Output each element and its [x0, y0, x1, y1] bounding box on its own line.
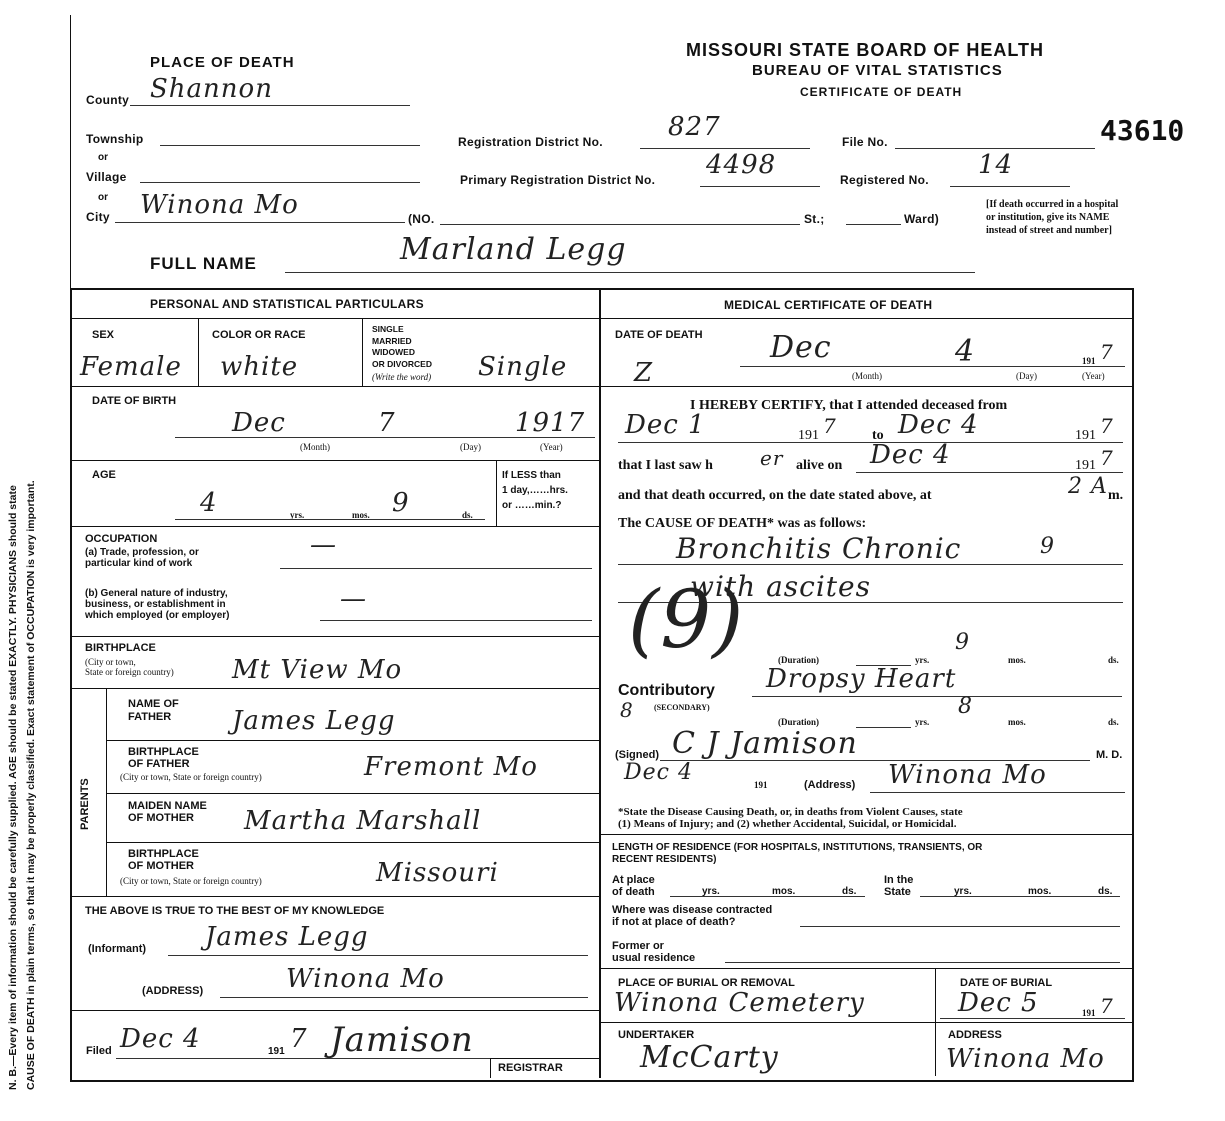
occupation-a-value: — [310, 530, 337, 560]
to-year-prefix: 191 [1075, 428, 1096, 443]
cause-code-mark: (9) [628, 573, 745, 666]
death-year-suffix: 7 [1100, 340, 1114, 364]
to-year-suffix: 7 [1100, 414, 1114, 438]
birthplace-hint: (City or town, State or foreign country) [85, 657, 174, 677]
date-of-death-label: DATE OF DEATH [615, 329, 703, 341]
file-number: 43610 [1100, 114, 1185, 147]
filed-year-suffix: 7 [290, 1024, 308, 1054]
filed-date: Dec 4 [120, 1024, 201, 1054]
age-mos-label: mos. [352, 510, 370, 520]
bureau-title: BUREAU OF VITAL STATISTICS [752, 62, 1003, 79]
to-label: to [872, 428, 884, 443]
attended-to-date: Dec 4 [898, 410, 979, 440]
dob-day: 7 [378, 408, 396, 438]
death-year-prefix: 191 [1082, 356, 1096, 366]
signed-date: Dec 4 [624, 760, 693, 785]
medical-section-title: MEDICAL CERTIFICATE OF DEATH [724, 298, 933, 312]
reg-district-value: 827 [668, 112, 721, 142]
occupation-a-label: (a) Trade, profession, or particular kind of work [85, 547, 199, 569]
village-label: Village [86, 170, 127, 184]
dob-month: Dec [232, 408, 286, 438]
informant-label: (Informant) [88, 943, 147, 955]
side-note-line2: CAUSE OF DEATH in plain terms, so that it may be properly classified. Exact statement of OCCUPATION is very important. [25, 480, 37, 1090]
signed-year-prefix: 191 [754, 780, 768, 790]
occupation-b-label: (b) General nature of industry, business, or establishment in which employed (or employer) [85, 588, 230, 621]
duration-1-yrs: yrs. [915, 655, 930, 665]
dob-year-hint: (Year) [540, 442, 563, 452]
filed-year-prefix: 191 [268, 1046, 285, 1057]
alive-on-label: alive on [796, 458, 843, 473]
top-left-border [70, 15, 71, 290]
date-of-death-mark: Z [634, 358, 654, 388]
primary-reg-label: Primary Registration District No. [460, 173, 656, 187]
mother-birthplace-hint: (City or town, State or foreign country) [120, 876, 262, 886]
cause-footnote: *State the Disease Causing Death, or, in deaths from Violent Causes, state (1) Means of Injury; and (2) whether Accidental, Suicidal, or Homicidal. [618, 806, 963, 830]
death-day-hint: (Day) [1016, 371, 1037, 381]
registered-no-value: 14 [978, 150, 1014, 180]
undertaker-label: UNDERTAKER [618, 1029, 695, 1041]
sex-label: SEX [92, 329, 115, 341]
in-state-label: In the State [884, 874, 914, 898]
burial-year-prefix: 191 [1082, 1008, 1096, 1018]
attended-from-date: Dec 1 [625, 410, 706, 440]
true-statement: THE ABOVE IS TRUE TO THE BEST OF MY KNOWLEDGE [85, 905, 385, 917]
duration-2-mos: mos. [1008, 717, 1026, 727]
age-mos-value: 9 [392, 488, 410, 518]
in-state-yrs: yrs. [954, 886, 972, 897]
duration-2-label: (Duration) [778, 717, 819, 727]
duration-1-label: (Duration) [778, 655, 819, 665]
undertaker-address-value: Winona Mo [946, 1044, 1105, 1074]
death-month: Dec [770, 330, 832, 365]
last-saw-value: er [760, 446, 784, 470]
burial-date-value: Dec 5 [958, 988, 1039, 1018]
burial-date-label: DATE OF BURIAL [960, 977, 1053, 989]
in-state-ds: ds. [1098, 886, 1113, 897]
city-value: Winona Mo [140, 190, 299, 220]
cause-text: The CAUSE OF DEATH* was as follows: [618, 516, 867, 531]
no-label: (NO. [408, 212, 435, 226]
physician-signature: C J Jamison [672, 726, 858, 761]
or-label-1: or [98, 152, 108, 163]
md-label: M. D. [1096, 749, 1123, 761]
contributory-label: Contributory [618, 682, 715, 699]
father-birthplace-value: Fremont Mo [364, 752, 538, 782]
marital-hint: (Write the word) [372, 372, 432, 382]
m-label: m. [1108, 488, 1124, 503]
alive-year-suffix: 7 [1100, 446, 1114, 470]
contracted-label: Where was disease contracted if not at place of death? [612, 904, 773, 928]
side-note-line1: N. B.—Every item of information should be carefully supplied. AGE should be stated EXACTLY. PHYSICIANS should state [7, 485, 19, 1090]
registrar-label: REGISTRAR [498, 1062, 563, 1074]
place-of-death-heading: PLACE OF DEATH [150, 54, 295, 71]
mother-name-value: Martha Marshall [244, 806, 482, 836]
mother-birthplace-value: Missouri [376, 858, 499, 888]
death-time-value: 2 A [1068, 474, 1108, 499]
county-value: Shannon [150, 74, 273, 104]
secondary-mark: 8 [620, 698, 634, 722]
contributory-value: Dropsy Heart [766, 664, 957, 694]
st-label: St.; [804, 212, 825, 226]
registered-no-label: Registered No. [840, 173, 929, 187]
less-than-label: If LESS than 1 day,……hrs. or ……min.? [502, 470, 568, 511]
physician-address-label: (Address) [804, 779, 856, 791]
cause-line-2: with ascites [690, 570, 871, 603]
signed-label: (Signed) [615, 749, 659, 761]
father-name-label: NAME OF FATHER [128, 698, 179, 723]
duration-1-mos-value: 9 [955, 630, 970, 655]
marital-label: SINGLE MARRIED WIDOWED OR DIVORCED [372, 324, 432, 369]
former-residence-label: Former or usual residence [612, 940, 696, 964]
father-birthplace-hint: (City or town, State or foreign country) [120, 772, 262, 782]
county-label: County [86, 93, 130, 107]
dob-month-hint: (Month) [300, 442, 330, 452]
sex-value: Female [80, 352, 182, 382]
duration-1-mos: mos. [1008, 655, 1026, 665]
registrar-signature: Jamison [330, 1020, 474, 1060]
undertaker-value: McCarty [640, 1040, 779, 1075]
full-name-value: Marland Legg [400, 232, 627, 267]
cause-duration-mark: 9 [1040, 534, 1055, 559]
primary-reg-value: 4498 [706, 150, 777, 180]
alive-year-prefix: 191 [1075, 458, 1096, 473]
parents-label: PARENTS [79, 778, 91, 830]
burial-place-value: Winona Cemetery [614, 988, 865, 1018]
dob-label: DATE OF BIRTH [92, 395, 177, 407]
dob-day-hint: (Day) [460, 442, 481, 452]
father-birthplace-label: BIRTHPLACE OF FATHER [128, 746, 199, 770]
city-label: City [86, 210, 110, 224]
death-month-hint: (Month) [852, 371, 882, 381]
certificate-title: CERTIFICATE OF DEATH [800, 85, 963, 99]
informant-address-value: Winona Mo [286, 964, 445, 994]
undertaker-address-label: ADDRESS [948, 1029, 1002, 1041]
death-time-text: and that death occurred, on the date stated above, at [618, 488, 932, 503]
center-divider [599, 290, 601, 1078]
age-label: AGE [92, 469, 116, 481]
personal-section-title: PERSONAL AND STATISTICAL PARTICULARS [150, 297, 424, 311]
dob-year: 1917 [515, 408, 586, 438]
informant-value: James Legg [205, 922, 369, 952]
occupation-label: OCCUPATION [85, 533, 158, 545]
or-label-2: or [98, 192, 108, 203]
mother-name-label: MAIDEN NAME OF MOTHER [128, 800, 207, 824]
marital-value: Single [478, 352, 568, 382]
residence-title: LENGTH OF RESIDENCE (FOR HOSPITALS, INSTITUTIONS, TRANSIENTS, OR RECENT RESIDENTS) [612, 842, 983, 865]
birthplace-label: BIRTHPLACE [85, 642, 156, 654]
from-year-suffix: 7 [823, 414, 837, 438]
duration-2-mos-value: 8 [958, 694, 973, 719]
birthplace-value: Mt View Mo [232, 655, 403, 685]
at-place-yrs: yrs. [702, 886, 720, 897]
age-yrs-label: yrs. [290, 510, 305, 520]
age-years-value: 4 [200, 488, 218, 518]
in-state-mos: mos. [1028, 886, 1052, 897]
occupation-b-value: — [340, 584, 367, 614]
last-saw-text: that I last saw h [618, 458, 713, 473]
filed-label: Filed [86, 1045, 112, 1057]
secondary-label: (SECONDARY) [654, 703, 710, 712]
at-place-ds: ds. [842, 886, 857, 897]
physician-address-value: Winona Mo [888, 760, 1047, 790]
color-value: white [220, 352, 299, 382]
burial-place-label: PLACE OF BURIAL OR REMOVAL [618, 977, 795, 989]
color-label: COLOR OR RACE [212, 329, 306, 341]
hospital-note: [If death occurred in a hospital or institution, give its NAME instead of street and number] [986, 199, 1119, 236]
mother-birthplace-label: BIRTHPLACE OF MOTHER [128, 848, 199, 872]
ward-label: Ward) [904, 212, 940, 226]
certify-text: I HEREBY CERTIFY, that I attended deceased from [690, 398, 1008, 413]
cause-line-1: Bronchitis Chronic [676, 532, 962, 565]
death-year-hint: (Year) [1082, 371, 1105, 381]
death-day: 4 [955, 334, 976, 369]
at-place-label: At place of death [612, 874, 655, 898]
father-name-value: James Legg [232, 706, 396, 736]
file-no-label: File No. [842, 135, 888, 149]
township-label: Township [86, 132, 144, 146]
duration-2-ds: ds. [1108, 717, 1119, 727]
full-name-label: FULL NAME [150, 254, 257, 273]
from-year-prefix: 191 [798, 428, 819, 443]
informant-address-label: (ADDRESS) [142, 985, 204, 997]
age-ds-label: ds. [462, 510, 473, 520]
duration-2-yrs: yrs. [915, 717, 930, 727]
at-place-mos: mos. [772, 886, 796, 897]
alive-on-date: Dec 4 [870, 440, 951, 470]
burial-year-suffix: 7 [1100, 994, 1114, 1018]
board-title: MISSOURI STATE BOARD OF HEALTH [686, 40, 1044, 60]
reg-district-label: Registration District No. [458, 135, 603, 149]
duration-1-ds: ds. [1108, 655, 1119, 665]
